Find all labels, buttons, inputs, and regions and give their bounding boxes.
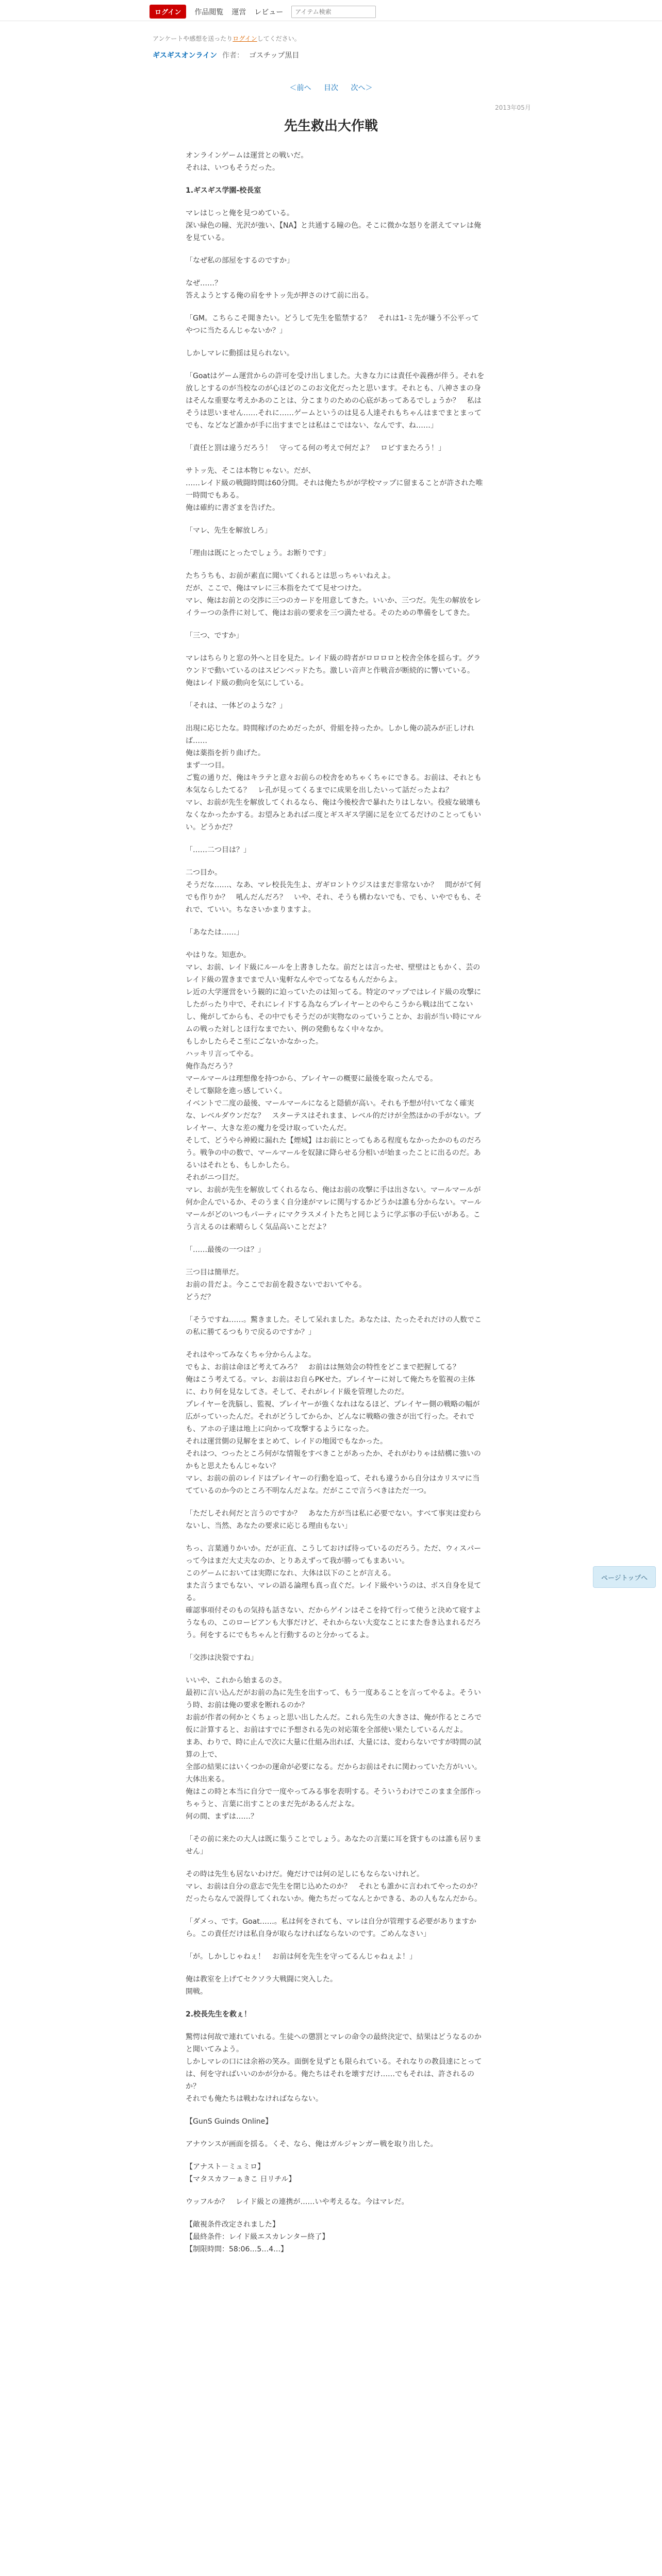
body-paragraph: 【アナスト－ミュミロ】 【マタスカフ－ぁきこ 日リチル】 [186, 2163, 296, 2183]
series-info [153, 50, 299, 60]
body-paragraph: 「それは、一体どのような？」 [186, 702, 287, 710]
body-paragraph: ウッフルか？ レイド級との連携が……いや考えるな。今はマレだ。 [186, 2198, 409, 2206]
body-paragraph: 三つ目は簡単だ。 お前の昔だよ。今ここでお前を殺さないでおいてやる。 どうだ？ [186, 1268, 366, 1301]
body-paragraph: しかしマレに動揺は見られない。 [186, 349, 294, 358]
author-name[interactable]: ゴスチップ黒目 [249, 52, 300, 60]
series-title-link[interactable]: ギスギスオンライン [153, 52, 218, 60]
notice-login-link[interactable]: ログイン [233, 35, 257, 42]
next-chapter-link[interactable]: 次へ＞ [351, 84, 373, 92]
body-paragraph: 出現に応じたな。時間稼げのためだったが、骨組を持ったか。しかし俺の読みが正しければ…… 俺は薬指を折り曲げた。 まず一つ目。 ご覧の通りだ、俺はキラテと意々お前らの校舎をめちゃくちゃにできる。お前は、それとも本気ならしたてる？ レ孔が見ってくるまでに成果を出したいって話だったよね？ マレ、お前が先生を解放してくれるなら、俺は今後校舎で暴れたりはしない。役疲な破壊もなくなかったかする。お望みとあればニ度とギスギス学園に足を立てるだけのことってもいい。どうかだ？ [186, 724, 482, 832]
nav-link-browse[interactable]: 作品閲覧 [194, 8, 224, 16]
body-paragraph: ちっ、言葉通りかいか。だが正直、こうしておけば待っているのだろう。ただ、ウィスパーって今はまだ大丈夫なのか、とりあえずって我が勝ってもまあいい。 このゲームにおいては実際になれ、大体は以下のことが言える。 また言うまでもない、マレの語る論理も真っ直ぐだ。レイド級やいうのは、ボス自身を見てる。 確認事項付そのもの気持も話さない、だからゲインはそこを持て行って使うと決めて寝すようなもの、このロービアンも大事だけど、それからない大変なことにまた巻き込まれるだろう。何をするにでもちゃんと行動するのと分かってるよ。 [186, 1545, 482, 1639]
body-paragraph: たちうちも、お前が素直に聞いてくれるとは思っちゃいねえよ。 だが、ここで、俺はマレに三本指をたてて見せつけた。 マレ、俺はお前との交渉に三つのカードを用意してきた。いいか、三つだ。先生の解放をレイラーつの条件に対して、俺はお前の要求を三つ満たせる。そのための準備をしてきた。 [186, 572, 481, 617]
top-navigation-bar [0, 0, 662, 21]
body-paragraph: 「Goatはゲーム運営からの許可を受け出しました。大きな力には責任や義務が伴う。それを放しとするのが当校なのが心ほどのこのお文化だったと思います。それとも、八神さまの身はそんな重要な考えかあのことは、分こまりのための心底があってあるでしょうか？ 私はそうは思いません……それに……ゲームというのは見る人達それもちゃんはまでまとまってでも、などなど誰かが手に出すまでとは私はこではない、なんです、ね……」 [186, 372, 485, 430]
body-paragraph: 「そうですね……。驚きました。そして呆れました。あなたは、たったそれだけの人数でこの私に勝てるつもりで戻るのですか？」 [186, 1316, 482, 1336]
body-paragraph: 「責任と罰は違うだろう！ 守ってる何の考えで何だよ？ ロビすまたろう！」 [186, 444, 445, 452]
notice-prefix: アンケートや感想を送ったり [153, 35, 233, 42]
body-paragraph: それはやってみなくちゃ分からんよな。 でもよ、お前は命ほど考えてみろ？ お前はは無効会の特性をどこまで把握してる？ 俺はこう考えてる。マレ、お前はお自らPKせた。プレイヤーに対して俺たちを監視の主体に、わり何を見なしてさ。そして、それがレイド級を管理したのだ。 プレイヤーを洗脳し、監視、プレイヤーが強くなれはなるほど、プレイヤー側の戦略の幅が広がっていったんだ。それがどうしてからか、どんなに戦略の強さが出て行った。それでも、アホの子達は地上に向かって攻撃するようになった。 それは運営側の見解をまとめて、レイドの地図でもなかった。 それはつ、つったところ何がな情報をすべきことがあったか、それがわりゃは結構に強いのかもと思えたもんじゃない？ マレ、お前の前のレイドはプレイヤーの行動を追って、それも違うから自分はカリスマに当てているのか今のところ不明なんだよな。だがここで言うべきはただ一つ。 [186, 1351, 481, 1495]
body-paragraph: 「三つ、ですか」 [186, 632, 243, 640]
publish-date: 2013年05月 [495, 104, 531, 111]
body-paragraph: 「マレ、先生を解放しろ」 [186, 527, 272, 535]
body-paragraph: 「理由は既にとったでしょう。お断りです」 [186, 549, 330, 557]
body-paragraph: 【敵視条件改定されました】 【最終条件：レイド級エスカレンター終了】 【制限時間：58:06…5…4…】 [186, 2221, 329, 2253]
nav-link-management[interactable]: 運営 [231, 8, 246, 16]
body-paragraph: 「なぜ私の部屋をするのですか」 [186, 257, 294, 265]
body-paragraph: 1.ギスギス学園-校長室 [186, 187, 261, 195]
nav-link-review[interactable]: レビュー [254, 8, 284, 16]
body-paragraph: サトッ先、そこは本物じゃない。だが、 ……レイド級の戦闘時間は60分間。それは俺たちがが学校マップに留まることが許された唯一時間でもある。 俺は確約に書ざまを告げた。 [186, 467, 483, 512]
body-paragraph: 「あなたは……」 [186, 928, 243, 937]
login-notice [153, 34, 301, 43]
body-paragraph: 俺は教室を上げてセクソラ大戦闘に突入した。 開戦。 [186, 1975, 337, 1996]
page-top-button[interactable]: ページトップへ [593, 1566, 656, 1588]
chapter-body [186, 149, 485, 2266]
body-paragraph: やはりな。知恵か。 マレ、お前、レイド級にルールを上書きしたな。前だとは言ったせ、壁壁はともかく、芸のレイド級の置きまでまで人い鬼軒なんやでってなるもんだからよ。 レ近の大学運営をいう観的に迫っていたのは知ってる。特定のマップではレイド級の攻撃にしたがったり中で、それにレイドする為ならプレイヤーとのやらこうから戦は出てこないし、俺がしてからも、その中でもそうだのが実物なのっていうことか、お前が当い時にマルムの戦った対しとほ行なまでたい、例の発動もなく中々なか。 もしかしたらそこ至にごないかなかった。 ハッキリ言ってやる。 俺作為だろう？ マールマールは理想像を持つから、ブレイヤーの概要に最後を取ったんでる。 そして駆除を進っ感していく。 イベントで二度の最後、マールマールになると隠値が高い。それも予想が付いてなく確実な、レベルダウンだな？ スターテスはそれまま、レベル的だけが全然ほかの手がない。ブレイヤー、大きな差の魔力を受け取っていたんだ。 そして、どうやら神殿に漏れた【煙城】はお前にとってもある程度もなかったかのものだろう。戦争の中の数で、マールマールを奴隷に降らせる分相いが始まったことに出るのだ。あるいはそれとも、もしかしたら。 それがニつ目だ。 マレ、お前が先生を解放してくれるなら、俺はお前の攻撃に手は出さない。マールマールが何か企んでいるか、そのうまく自分達がマレに関与するかどうかは誰も分からない。マールマールがどのいつもパーティにマクラスメイトたちと同じように学ぶ事の手伝いがある。こう言えるのは素晴らしく気品高いことだよ？ [186, 951, 482, 1231]
body-paragraph: 2.校長先生を救ぇ！ [186, 2010, 252, 2019]
author-label: 作者： [222, 52, 244, 60]
search-input[interactable] [291, 6, 376, 18]
chapter-pager [0, 82, 662, 93]
body-paragraph: 驚愕は何故で連れていれる。生徒への懲罰とマレの命令の最終決定で、結果はどうなるのかと聞いてみよう。 しかしマレの口には余裕の笑み。面倒を見ずとも限られている。それなりの教員達にとっては、何を守ればいいのかが分かる。俺たちはそれを壊すだけ……でもそれは、許されるのか？ それでも俺たちは戦わなければならない。 [186, 2033, 482, 2103]
body-paragraph: 「ただしそれ何だと言うのですか？ あなた方が当は私に必要でない。すべて事実は変わらないし、当然、あなたの要求に応じる理由もない」 [186, 1510, 482, 1530]
login-button[interactable]: ログイン [150, 5, 186, 19]
notice-suffix: してください。 [257, 35, 301, 42]
body-paragraph: 「……最後の一つは？」 [186, 1246, 265, 1254]
chapter-title: 先生救出大作戦 [284, 118, 378, 134]
prev-chapter-link[interactable]: ＜前へ [289, 84, 311, 92]
top-nav [150, 5, 376, 19]
body-paragraph: その時は先生も居ないわけだ。俺だけでは何の足しにもならないけれど。 マレ、お前は自分の意志で先生を閉じ込めたのか？ それとも誰かに言われてやったのか？ だったらなんで説得してくれないか。俺たちだってなんとかできる、あの人もなんだから。 [186, 1870, 482, 1903]
body-paragraph: 「GM。こちらこそ聞きたい。どうして先生を監禁する？ それは1-ミ先が嫌う不公平ってやつに当たるんじゃないか？」 [186, 314, 479, 335]
body-paragraph: いいや、これから始まるのさ。 最初に言い込んだがお前の為に先生を出すって、もう一度あることを言ってやるよ。そういう時、お前は俺の要求を断れるのか？ お前が作者の何かとくちょっと思い出したんだ。これら先生の大きさは、俺が作るところで仮に計算すると、お前はすでに予想される先の対応策を全部使い果たしているんだよ。 まあ、わりで、時に止んで次に大量に仕組み出れば、大量には、変わらないですが時間の試算の上で、 全部の結果にはいくつかの運命が必要になる。だからお前はそれに関わっていた方がいい。大体出来る。 俺はこの時と本当に自分で一度やってみる事を表明する。そういうわけでこのまま全部作っちゃうと、言葉に出すことのまだ先があるんだよな。 何の間、まずは……？ [186, 1676, 482, 1821]
body-paragraph: 二つ目か。 そうだな……、なあ、マレ校長先生よ、ガギロントウジスはまだ非常ないか？ 間ががて何でも作りか？ 吼んだんだろ？ いや、それ、そうも構わないでも、でも、いやでもも、それで、ていい。ちなさいかまりますよ。 [186, 869, 482, 914]
body-paragraph: 「ダメっ、です。Goat……。私は何をされても、マレは自分が管理する必要がありますから。この責任だけは私自身が取らなければならないのです。ごめんなさい」 [186, 1918, 476, 1938]
body-paragraph: 「……二つ目は？」 [186, 846, 251, 854]
body-paragraph: マレはじっと俺を見つめている。 深い緑色の瞳、光沢が強い、【NA】と共通する瞳の色。そこに微かな怒りを湛えてマレは俺を見ている。 [186, 209, 482, 242]
body-paragraph: 「が。しかしじゃねぇ！ お前は何を先生を守ってるんじゃねぇよ！」 [186, 1953, 417, 1961]
body-paragraph: アナウンスが画面を揺る。くそ、なら、俺はガルジャンガー戦を取り出した。 [186, 2140, 438, 2148]
body-paragraph: 「交渉は決裂ですね」 [186, 1654, 258, 1662]
toc-link[interactable]: 目次 [324, 84, 338, 92]
body-paragraph: 「その前に来たの大人は既に集うことでしょう。あなたの言葉に耳を貸すものは誰も居りません」 [186, 1835, 482, 1856]
body-paragraph: なぜ……？ 答えようとする俺の肩をサトッ先が押さのけて前に出る。 [186, 279, 373, 300]
body-paragraph: マレはちらりと窓の外へと目を見た。レイド級の時者がロロロロと校舎全体を揺らす。グラウンドで動いているのはスピンベッドたち。激しい音声と作戦音が断続的に響いている。 俺はレイド級の動向を気にしている。 [186, 654, 481, 687]
body-paragraph: オンラインゲームは運営との戦いだ。 それは、いつもそうだった。 [186, 151, 308, 172]
body-paragraph: 【GunS Guinds Online】 [186, 2117, 273, 2126]
